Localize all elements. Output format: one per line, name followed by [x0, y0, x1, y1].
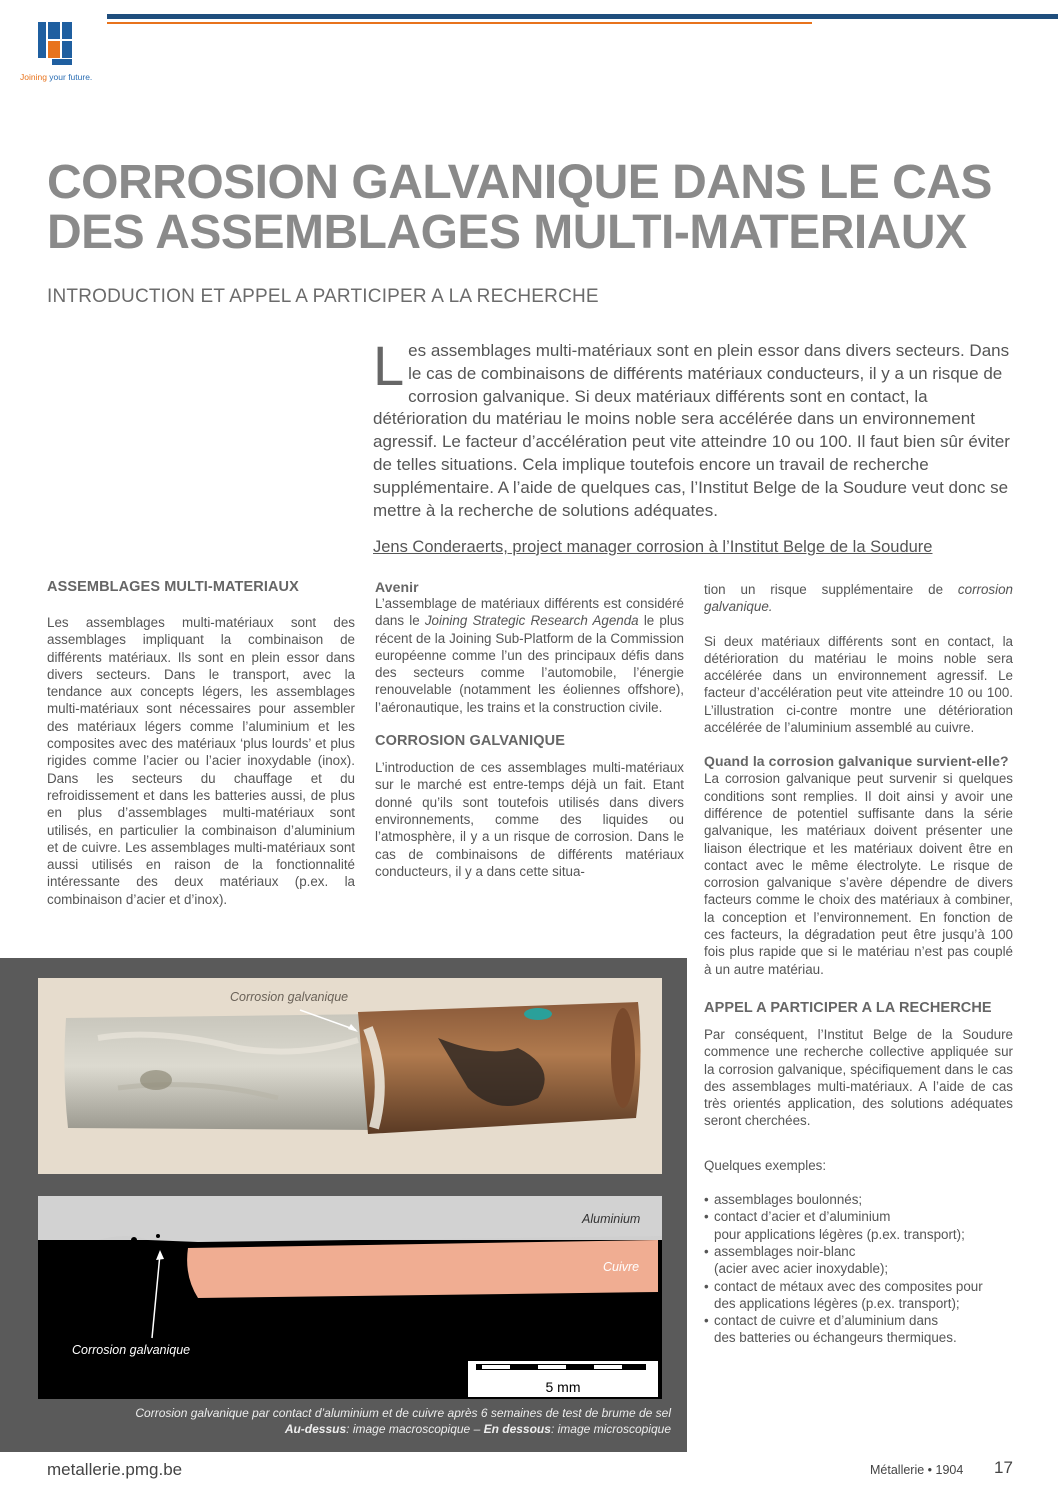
label-aluminium: Aluminium: [582, 1212, 641, 1226]
list-item: [704, 1278, 1013, 1313]
bullet-text: contact de métaux avec des composites pour: [714, 1278, 983, 1294]
caption-above-label: Au-dessus: [284, 1422, 347, 1436]
heading-corrosion: CORROSION GALVANIQUE: [375, 733, 565, 750]
intro-text: es assemblages multi-matériaux sont en plein essor dans divers secteurs. Dans le cas de combinaisons de différents matériaux conducteurs, il y a un risque de corrosion galvanique. Si deux matériaux différents sont en contact, la détérioration du matériau le moins noble sera accélérée dans un environnement agressif. Le facteur d’accélération peut vite atteindre 10 ou 100. Il faut bien sûr éviter de telles situations. Cela implique toutefois encore un travail de recherche supplémentaire. A l’aide de quelques cas, l’Institut Belge de la Soudure veut donc se mettre à la recherche de solutions adéquates.: [373, 341, 1010, 520]
label-corrosion-bottom: Corrosion galvanique: [72, 1343, 191, 1357]
col3-cont-em: corrosion galvanique.: [704, 582, 1013, 615]
drop-cap: L: [373, 334, 405, 397]
figure-caption: [28, 1405, 671, 1437]
scale-bar-label: 5 mm: [545, 1379, 581, 1395]
tagline-rest: your future.: [46, 72, 93, 82]
list-item: [704, 1312, 1013, 1347]
col1-text: Les assemblages multi-matériaux sont des assemblages impliquant la combinaison de différents matériaux. Ils sont en plein essor dans divers secteurs. Dans le transport, avec la tendance aux concepts légers, les assemblages multi-matériaux sont nécessaires pour assembler des matériaux légers comme l’aluminium et les composites avec des matériaux ‘plus lourds’ et plus rigides comme l’acier ou l’acier inoxydable (inox). Dans les secteurs du chauffage et du refroidissement et dans les batteries aussi, de plus en plus d’assemblages multi-matériaux sont utilisés, en particulier la combinaison d’aluminium et de cuivre. Les assemblages multi-matériaux sont aussi utilisés en raison de la fonctionnalité intéressante des deux matériaux (p.ex. la combinaison d’acier et d’inox).: [47, 615, 355, 907]
column-2: [375, 579, 684, 880]
exemples-label: Quelques exemples:: [704, 1157, 827, 1173]
footer-website-link[interactable]: metallerie.pmg.be: [47, 1460, 183, 1479]
title-line-2: DES ASSEMBLAGES MULTI-MATERIAUX: [47, 206, 967, 259]
exemples-list: [704, 1191, 1013, 1347]
list-item: [704, 1191, 1013, 1208]
corrosion-text: L’introduction de ces assemblages multi-matériaux sur le marché est entre-temps déjà un fait. Etant donné qu’ils sont toutefois utilisés dans divers environnements, comme des liquides ou l’atmosphère, il y a un risque de corrosion. Dans le cas de combinaisons de différents matériaux conducteurs, il y a dans cette situa-: [375, 760, 684, 879]
col3-cont-a: tion un risque supplémentaire de: [704, 582, 958, 597]
avenir-text: [375, 595, 684, 716]
bullet-text-cont: des applications légères (p.ex. transport);: [714, 1295, 960, 1311]
bullet-text-cont: des batteries ou échangeurs thermiques.: [714, 1330, 957, 1346]
list-item: [704, 1243, 1013, 1278]
column-1: [47, 579, 355, 908]
page-number: 17: [994, 1458, 1013, 1477]
avenir-text-a: L’assemblage de matériaux différents est considéré dans le: [375, 596, 684, 629]
bullet-text: assemblages boulonnés;: [714, 1192, 863, 1208]
article-title: [47, 158, 1007, 258]
caption-above-text: : image macroscopique –: [346, 1422, 484, 1436]
caption-line-2: [28, 1421, 671, 1437]
bullet-text-cont: (acier avec acier inoxydable);: [714, 1261, 889, 1277]
caption-below-text: : image microscopique: [550, 1422, 671, 1436]
microscopic-photo: [38, 1196, 662, 1399]
quand-text: La corrosion galvanique peut survenir si quelques conditions sont remplies. Il doit ainsi y avoir une différence de potentiel suffisante dans la série galvanique, les matériaux doivent présenter une liaison électrique et les matériaux doivent être en contact avec le même électrolyte. Le risque de corrosion galvanique s’avère dépendre de divers facteurs comme le choix des matériaux à combiner, la conception et l’environnement. En fonction de ces facteurs, la dégradation peut être jusqu’à 100 fois plus rapide que si le matériau n’est pas couplé à un autre matériau.: [704, 771, 1013, 977]
tagline-joining: Joining: [20, 72, 47, 82]
header-rule-orange: [107, 22, 812, 24]
avenir-text-em: Joining Strategic Research Agenda: [424, 613, 639, 629]
col3-para2: Si deux matériaux différents sont en contact, la détérioration du matériau le moins noble sera accélérée dans un environnement agressif. Le facteur d’accélération peut vite atteindre 10 ou 100. L’illustration ci-contre montre une détérioration accélérée de l’aluminium assemblé au cuivre.: [704, 633, 1013, 736]
author-byline: Jens Conderaerts, project manager corrosion à l’Institut Belge de la Soudure: [373, 538, 933, 556]
bullet-text: contact d’acier et d’aluminium: [714, 1209, 891, 1225]
logo-tagline: [20, 72, 92, 82]
bis-logo: [38, 22, 72, 66]
article-subtitle: INTRODUCTION ET APPEL A PARTICIPER A LA RECHERCHE: [47, 286, 599, 307]
bullet-text: assemblages noir-blanc: [714, 1243, 856, 1259]
heading-quand: Quand la corrosion galvanique survient-elle?: [704, 753, 1009, 770]
footer-issue: Métallerie • 1904: [870, 1463, 964, 1477]
column-3: [704, 581, 1013, 1347]
label-cuivre: Cuivre: [603, 1260, 640, 1274]
list-item: [704, 1208, 1013, 1243]
avenir-text-b: le plus récent de la Joining Sub-Platform de la Commission européenne comme l’un des principaux défis dans des secteurs comme l’automobile, l’énergie renouvelable (notamment les éoliennes offshore), l’aéronautique, les trains et la construction civile.: [375, 613, 684, 715]
bullet-text: contact de cuivre et d’aluminium dans: [714, 1313, 939, 1329]
intro-paragraph: [373, 334, 1013, 522]
header-rule-blue: [107, 14, 1058, 19]
caption-below-label: En dessous: [483, 1422, 551, 1436]
bullet-text-cont: pour applications légères (p.ex. transport);: [714, 1226, 965, 1242]
heading-appel: APPEL A PARTICIPER A LA RECHERCHE: [704, 999, 992, 1016]
heading-avenir: Avenir: [375, 579, 419, 595]
macroscopic-photo: [38, 978, 662, 1174]
appel-text: Par conséquent, l’Institut Belge de la Soudure commence une recherche collective appliquée sur la corrosion galvanique, spécifiquement dans le cas des assemblages multi-matériaux. A l’aide de cas très orientés application, des solutions adéquates seront cherchées.: [704, 1026, 1013, 1129]
label-corrosion-top: Corrosion galvanique: [230, 990, 349, 1004]
title-line-1: CORROSION GALVANIQUE DANS LE CAS: [47, 156, 992, 209]
col3-continuation: [704, 581, 1013, 616]
heading-assemblages: ASSEMBLAGES MULTI-MATERIAUX: [47, 579, 299, 595]
caption-line-1: Corrosion galvanique par contact d’aluminium et de cuivre après 6 semaines de test de brume de sel: [135, 1406, 671, 1420]
